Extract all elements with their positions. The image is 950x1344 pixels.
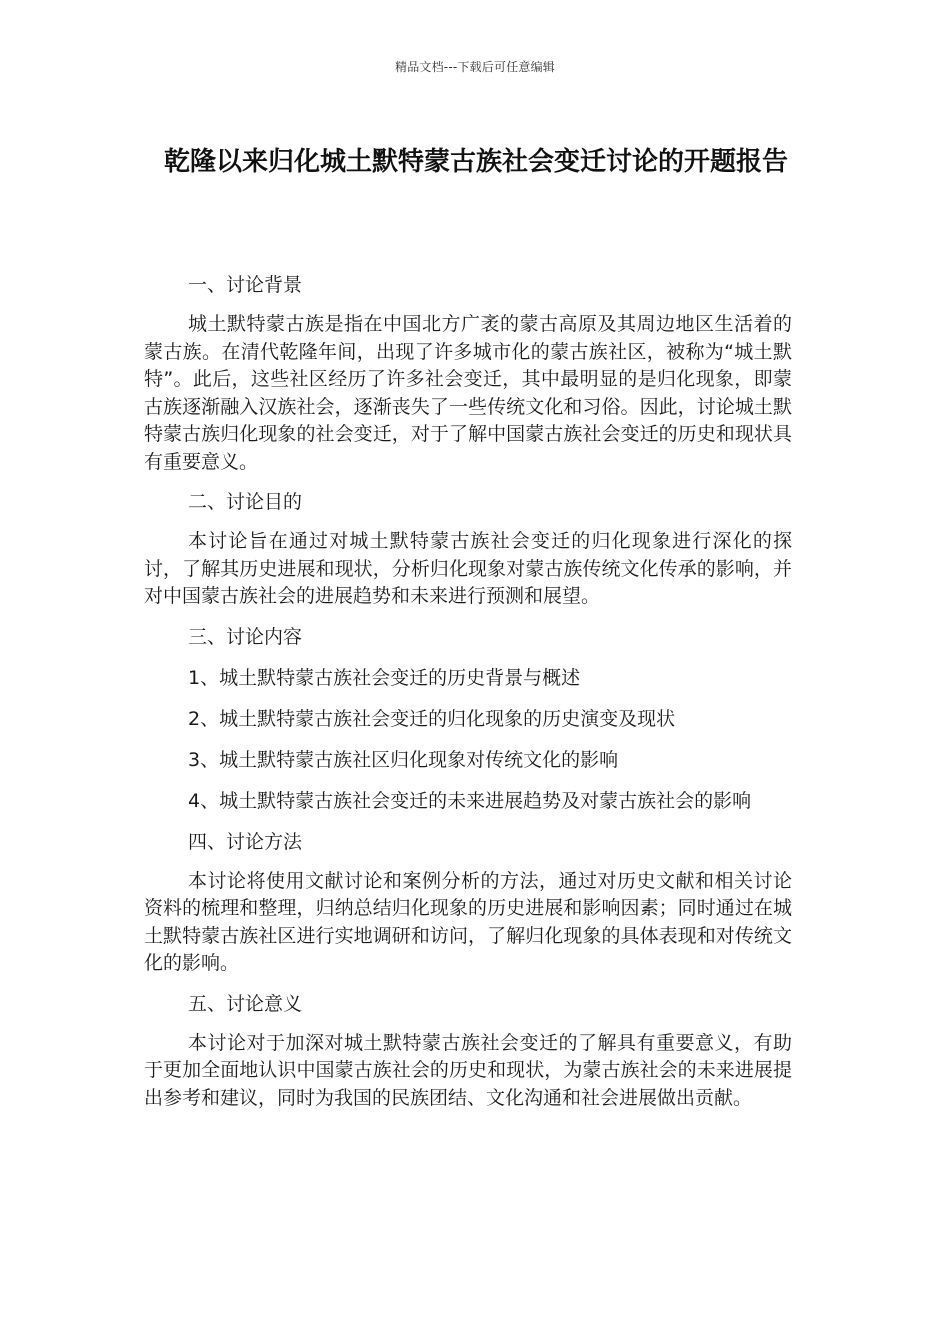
- paragraph-purpose: 本讨论旨在通过对城土默特蒙古族社会变迁的归化现象进行深化的探讨，了解其历史进展和现状，分析归化现象对蒙古族传统文化传承的影响，并对中国蒙古族社会的进展趋势和未来进行预测和展望。: [144, 530, 792, 607]
- paragraph-background: 城土默特蒙古族是指在中国北方广袤的蒙古高原及其周边地区生活着的蒙古族。在清代乾隆年间，出现了许多城市化的蒙古族社区，被称为“城土默特”。此后，这些社区经历了许多社会变迁，其中最明显的是归化现象，即蒙古族逐渐融入汉族社会，逐渐丧失了一些传统文化和习俗。因此，讨论城土默特蒙古族归化现象的社会变迁，对于了解中国蒙古族社会变迁的历史和现状具有重要意义。: [144, 313, 792, 473]
- section-heading-significance: 五、讨论意义: [188, 992, 303, 1015]
- list-item: 3、城土默特蒙古族社区归化现象对传统文化的影响: [188, 748, 619, 771]
- section-heading-method: 四、讨论方法: [188, 830, 303, 853]
- paragraph-significance: 本讨论对于加深对城土默特蒙古族社会变迁的了解具有重要意义，有助于更加全面地认识中国蒙古族社会的历史和现状，为蒙古族社会的未来进展提出参考和建议，同时为我国的民族团结、文化沟通和社会进展做出贡献。: [144, 1031, 792, 1109]
- section-heading-purpose: 二、讨论目的: [188, 491, 303, 513]
- document-body: [144, 270, 824, 1123]
- list-item: 4、城土默特蒙古族社会变迁的未来进展趋势及对蒙古族社会的影响: [188, 789, 752, 812]
- list-item: 2、城土默特蒙古族社会变迁的归化现象的历史演变及现状: [188, 707, 676, 730]
- content-list: [144, 663, 824, 816]
- page-header: 精品文档---下载后可任意编辑: [395, 60, 555, 74]
- paragraph-method: 本讨论将使用文献讨论和案例分析的方法，通过对历史文献和相关讨论资料的梳理和整理，归纳总结归化现象的历史进展和影响因素；同时通过在城土默特蒙古族社区进行实地调研和访问，了解归化现象的具体表现和对传统文化的影响。: [144, 869, 792, 974]
- list-item: 1、城土默特蒙古族社会变迁的历史背景与概述: [188, 666, 581, 689]
- section-heading-background: 一、讨论背景: [188, 274, 303, 296]
- document-title: 乾隆以来归化城土默特蒙古族社会变迁讨论的开题报告: [163, 147, 788, 177]
- section-heading-content: 三、讨论内容: [188, 625, 303, 648]
